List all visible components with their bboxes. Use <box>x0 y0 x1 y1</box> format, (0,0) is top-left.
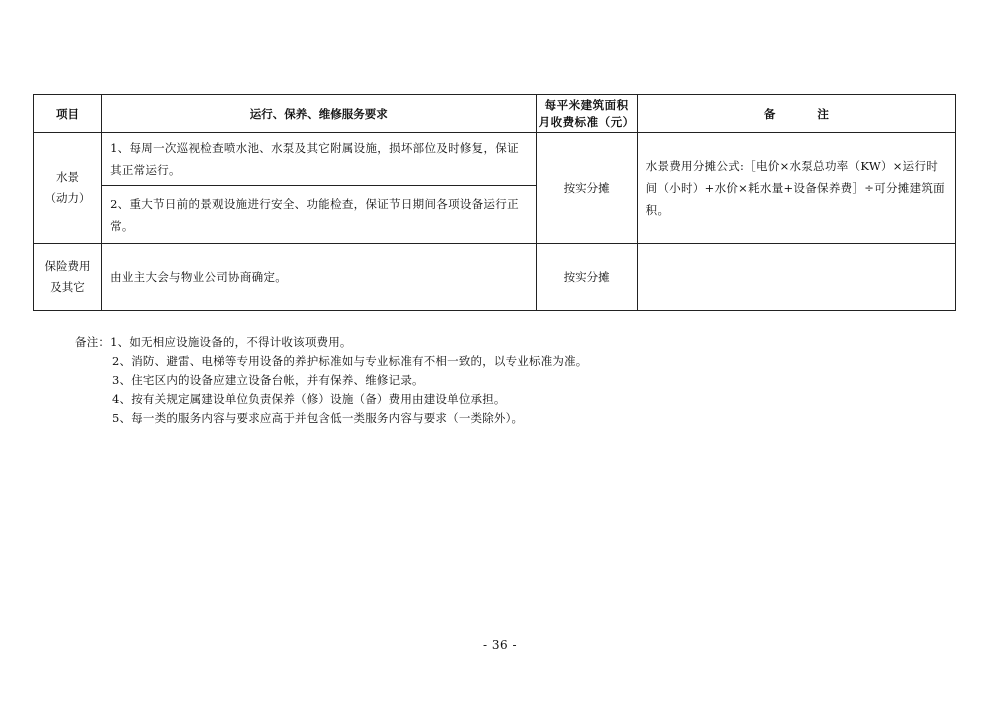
item-cell-insurance <box>34 244 102 311</box>
service-standard-table <box>33 94 956 311</box>
note-line: 2、消防、避雷、电梯等专用设备的养护标准如与专业标准有不相一致的，以专业标准为准。 <box>112 354 588 368</box>
note-item: 1、如无相应设施设备的，不得计收该项费用。 <box>110 335 352 349</box>
table-row <box>34 133 956 186</box>
item-label: 保险费用 <box>44 259 91 273</box>
header-remark <box>637 95 955 133</box>
header-fee-line1: 每平米建筑面积 <box>544 97 629 112</box>
item-cell-water-feature <box>34 133 102 244</box>
note-line <box>75 333 588 352</box>
item-sublabel: 及其它 <box>50 280 85 294</box>
notes-prefix: 备注： <box>75 335 111 349</box>
table-row <box>34 244 956 311</box>
header-remark-char2: 注 <box>817 106 829 121</box>
note-line: 3、住宅区内的设备应建立设备台帐，并有保养、维修记录。 <box>112 373 424 387</box>
page-number: - 36 - <box>482 638 517 652</box>
fee-cell: 按实分摊 <box>536 244 637 311</box>
notes-section <box>75 333 588 428</box>
note-line: 5、每一类的服务内容与要求应高于并包含低一类服务内容与要求（一类除外）。 <box>112 411 524 425</box>
header-item: 项目 <box>34 95 102 133</box>
header-requirement: 运行、保养、维修服务要求 <box>102 95 536 133</box>
table-header-row <box>34 95 956 133</box>
header-fee-line2: 月收费标准（元） <box>538 114 635 129</box>
header-fee <box>536 95 637 133</box>
item-sublabel: （动力） <box>44 191 91 205</box>
requirement-cell: 1、每周一次巡视检查喷水池、水泵及其它附属设施，损坏部位及时修复，保证其正常运行。 <box>102 133 536 186</box>
remark-cell <box>637 244 955 311</box>
fee-cell: 按实分摊 <box>536 133 637 244</box>
note-line: 4、按有关规定属建设单位负责保养（修）设施（备）费用由建设单位承担。 <box>112 392 506 406</box>
header-remark-char1: 备 <box>763 106 776 121</box>
item-label: 水景 <box>56 170 80 184</box>
remark-cell: 水景费用分摊公式:［电价×水泵总功率（KW）×运行时间（小时）+水价×耗水量+设备保养费］÷可分摊建筑面积。 <box>637 133 955 244</box>
requirement-cell: 2、重大节日前的景观设施进行安全、功能检查，保证节日期间各项设备运行正常。 <box>102 186 536 244</box>
requirement-cell: 由业主大会与物业公司协商确定。 <box>102 244 536 311</box>
